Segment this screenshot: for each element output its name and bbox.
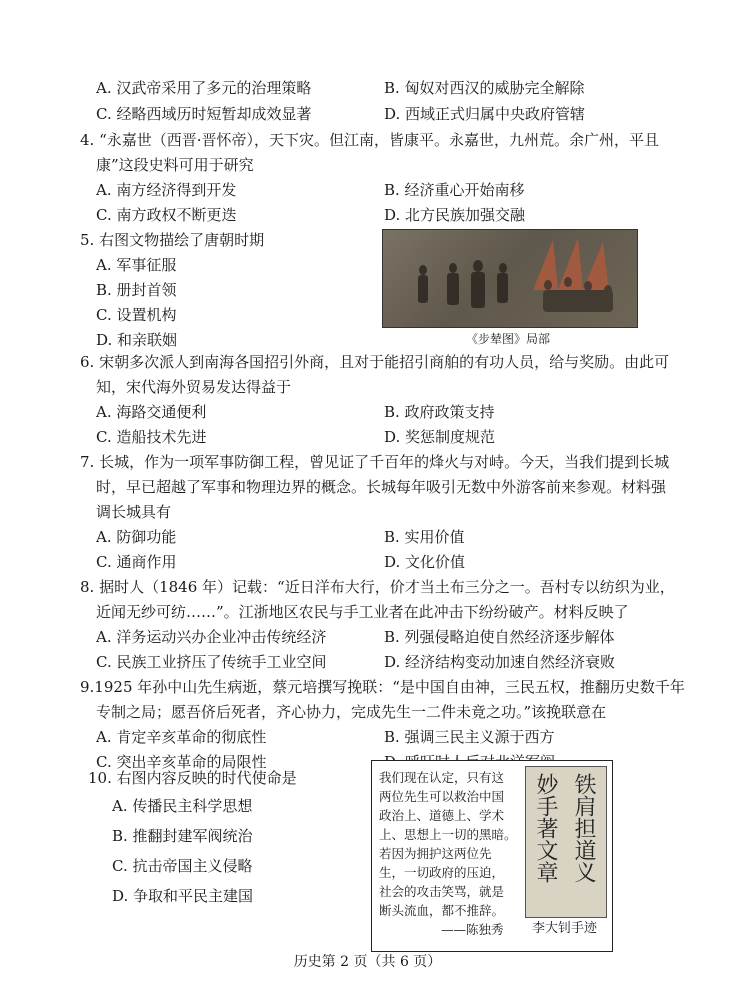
quote-line: 若因为拥护这两位先 bbox=[379, 846, 492, 861]
calligraphy-column-1: 铁肩担道义 bbox=[571, 773, 596, 883]
q6-option-a: A. 海路交通便利 bbox=[96, 403, 207, 421]
q4-stem-line2: 康”这段史料可用于研究 bbox=[96, 156, 254, 174]
q6-stem-line1: 6. 宋朝多次派人到南海各国招引外商，且对于能招引商舶的有功人员，给与奖励。由此可 bbox=[80, 353, 670, 371]
q7-option-c: C. 通商作用 bbox=[96, 553, 177, 571]
q7-option-a: A. 防御功能 bbox=[96, 528, 177, 546]
quote-line: 我们现在认定，只有这 bbox=[379, 770, 505, 785]
q9-option-b: B. 强调三民主义源于西方 bbox=[384, 728, 555, 746]
q10-option-c: C. 抗击帝国主义侵略 bbox=[112, 857, 253, 875]
q4-option-b: B. 经济重心开始南移 bbox=[384, 181, 525, 199]
q8-option-d: D. 经济结构变动加速自然经济衰败 bbox=[384, 653, 616, 671]
q6-option-c: C. 造船技术先进 bbox=[96, 428, 207, 446]
q9-stem-line1: 9.1925 年孙中山先生病逝，蔡元培撰写挽联：“是中国自由神，三民五权，推翻历史数千年 bbox=[80, 678, 685, 696]
q5-option-d: D. 和亲联姻 bbox=[96, 331, 178, 349]
q3-option-c: C. 经略西域历时短暂却成效显著 bbox=[96, 105, 312, 123]
page-footer: 历史第 2 页（共 6 页） bbox=[293, 954, 442, 970]
q4-option-c: C. 南方政权不断更迭 bbox=[96, 206, 237, 224]
q5-option-b: B. 册封首领 bbox=[96, 281, 177, 299]
q5-stem: 5. 右图文物描绘了唐朝时期 bbox=[80, 231, 265, 249]
q4-option-a: A. 南方经济得到开发 bbox=[96, 181, 237, 199]
q9-stem-line2: 专制之局；愿吾侪后死者，齐心协力，完成先生一二件未竟之功。”该挽联意在 bbox=[96, 703, 607, 721]
q10-option-a: A. 传播民主科学思想 bbox=[112, 797, 253, 815]
q4-option-d: D. 北方民族加强交融 bbox=[384, 206, 526, 224]
q10-stem: 10. 右图内容反映的时代使命是 bbox=[88, 769, 297, 787]
quote-line: 政治上、道德上、学术 bbox=[379, 808, 505, 823]
q8-option-b: B. 列强侵略迫使自然经济逐步解体 bbox=[384, 628, 615, 646]
q3-option-b: B. 匈奴对西汉的威胁完全解除 bbox=[384, 79, 585, 97]
painting-figures bbox=[383, 230, 637, 327]
q8-stem-line1: 8. 据时人（1846 年）记载：“近日洋布大行，价才当土布三分之一。吾村专以纺织为业， bbox=[80, 578, 675, 596]
q9-option-c: C. 突出辛亥革命的局限性 bbox=[96, 753, 267, 771]
q6-option-b: B. 政府政策支持 bbox=[384, 403, 495, 421]
q7-stem-line3: 调长城具有 bbox=[96, 503, 172, 521]
q7-stem-line2: 时，早已超越了军事和物理边界的概念。长城每年吸引无数中外游客前来参观。材料强 bbox=[96, 478, 667, 496]
quote-line: 两位先生可以救治中国 bbox=[379, 789, 505, 804]
chen-duxiu-quote bbox=[379, 768, 519, 939]
q7-option-b: B. 实用价值 bbox=[384, 528, 465, 546]
li-dazhao-calligraphy-image bbox=[525, 766, 607, 918]
calligraphy-column-2: 妙手著文章 bbox=[533, 773, 558, 883]
q5-option-c: C. 设置机构 bbox=[96, 306, 177, 324]
q3-option-a: A. 汉武帝采用了多元的治理策略 bbox=[96, 79, 312, 97]
q6-stem-line2: 知，宋代海外贸易发达得益于 bbox=[96, 378, 292, 396]
q10-option-d: D. 争取和平民主建国 bbox=[112, 887, 254, 905]
quote-line: 社会的攻击笑骂，就是 bbox=[379, 884, 505, 899]
quote-author: ——陈独秀 bbox=[441, 922, 504, 937]
q9-option-a: A. 肯定辛亥革命的彻底性 bbox=[96, 728, 267, 746]
q8-option-c: C. 民族工业挤压了传统手工业空间 bbox=[96, 653, 327, 671]
q7-option-d: D. 文化价值 bbox=[384, 553, 466, 571]
q6-option-d: D. 奖惩制度规范 bbox=[384, 428, 496, 446]
q10-option-b: B. 推翻封建军阀统治 bbox=[112, 827, 253, 845]
q7-stem-line1: 7. 长城，作为一项军事防御工程，曾见证了千百年的烽火与对峙。今天，当我们提到长城 bbox=[80, 453, 670, 471]
quote-line: 生，一切政府的压迫， bbox=[379, 865, 505, 880]
painting-caption: 《步辇图》局部 bbox=[466, 332, 551, 346]
bunian-painting-image bbox=[382, 229, 638, 328]
q8-stem-line2: 近闻无纱可纺……”。江浙地区农民与手工业者在此冲击下纷纷破产。材料反映了 bbox=[96, 603, 629, 621]
q3-option-d: D. 西域正式归属中央政府管辖 bbox=[384, 105, 586, 123]
q4-stem-line1: 4. “永嘉世（西晋·晋怀帝），天下灾。但江南，皆康平。永嘉世，九州荒。余广州，平且 bbox=[80, 131, 660, 149]
q5-option-a: A. 军事征服 bbox=[96, 256, 177, 274]
quote-line: 断头流血，都不推辞。 bbox=[379, 903, 505, 918]
quote-line: 上、思想上一切的黑暗。 bbox=[379, 827, 517, 842]
calligraphy-caption: 李大钊手迹 bbox=[532, 921, 598, 936]
q8-option-a: A. 洋务运动兴办企业冲击传统经济 bbox=[96, 628, 327, 646]
